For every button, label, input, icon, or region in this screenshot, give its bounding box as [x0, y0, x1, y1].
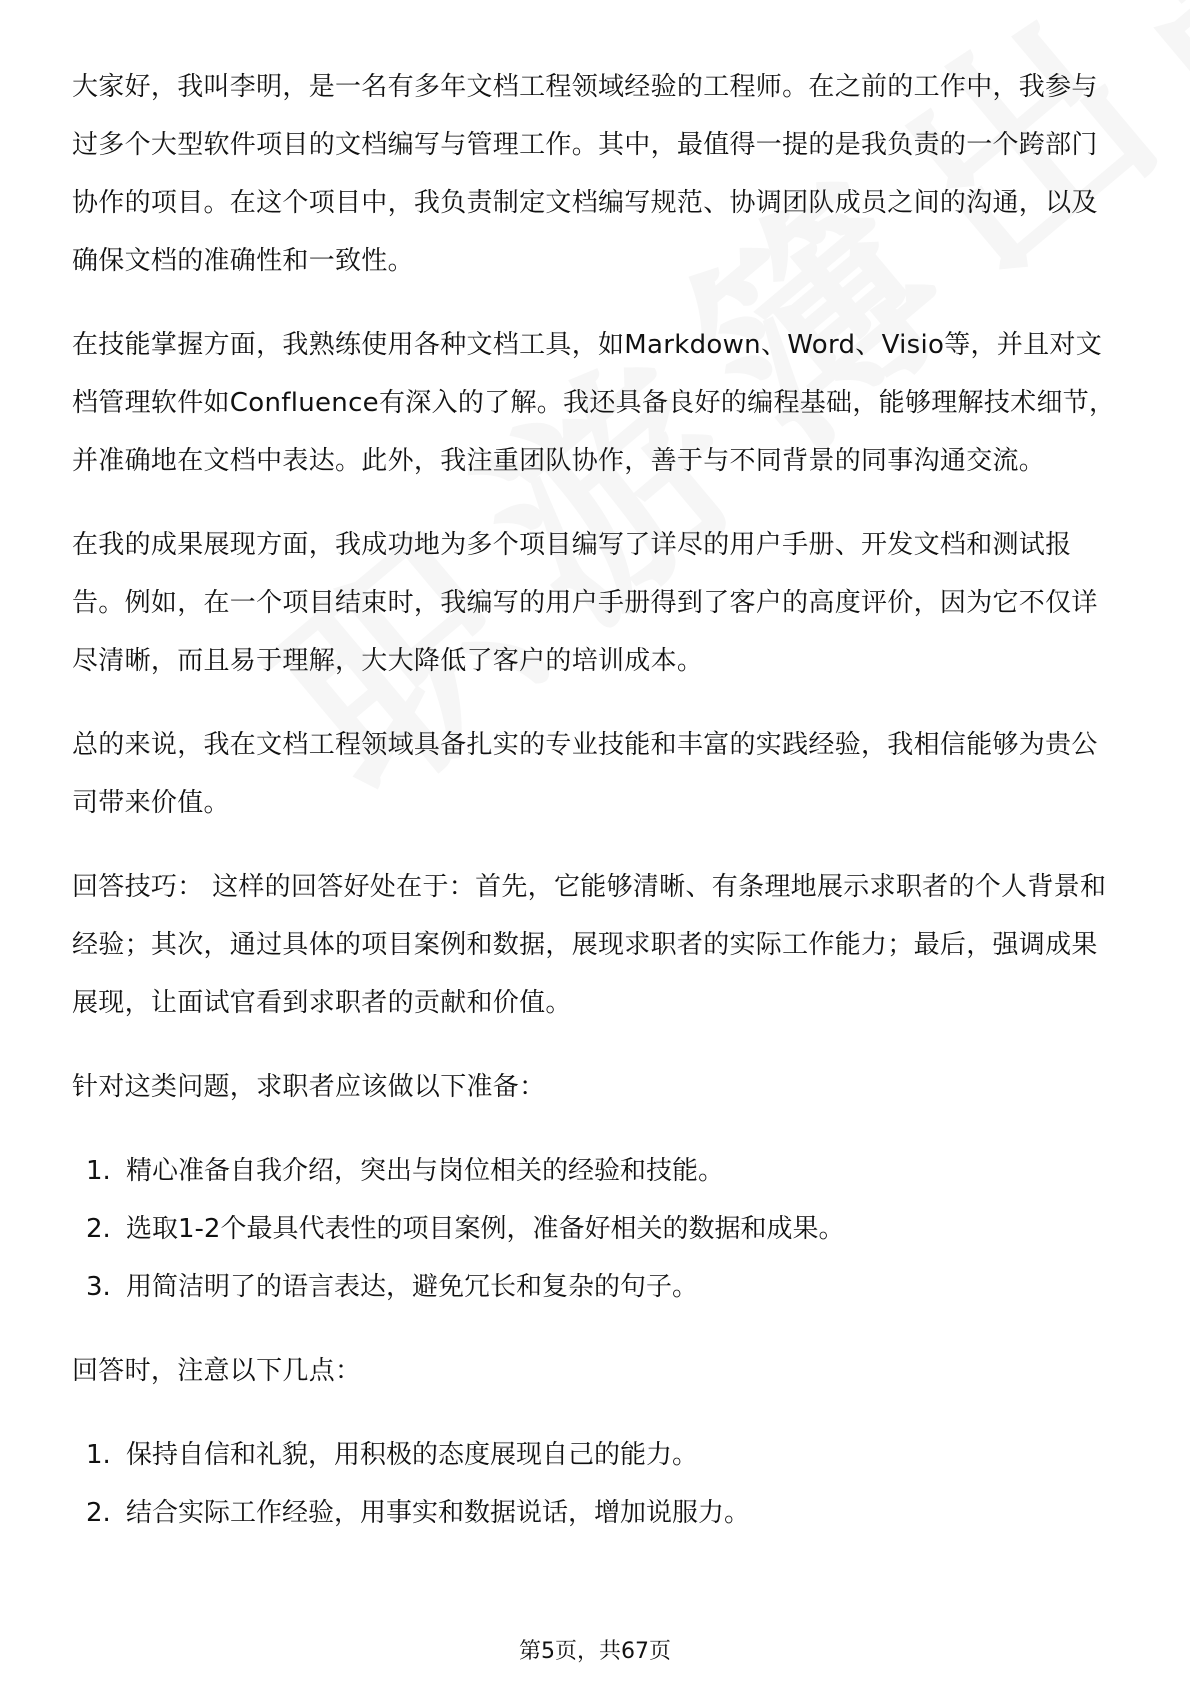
list-number: 2. — [86, 1498, 111, 1528]
paragraph-intro: 大家好，我叫李明，是一名有多年文档工程领域经验的工程师。在之前的工作中，我参与过多个大型软件项目的文档编写与管理工作。其中，最值得一提的是我负责的一个跨部门协作的项目。在这个项目中，我负责制定文档编写规范、协调团队成员之间的沟通，以及确保文档的准确性和一致性。 — [72, 72, 1098, 276]
paragraph-summary: 总的来说，我在文档工程领域具备扎实的专业技能和丰富的实践经验，我相信能够为贵公司带来价值。 — [72, 730, 1098, 818]
list-number: 2. — [86, 1214, 111, 1244]
paragraph-notes-intro: 回答时，注意以下几点： — [72, 1356, 362, 1386]
list-item — [72, 1142, 1122, 1200]
list-text: 结合实际工作经验，用事实和数据说话，增加说服力。 — [126, 1498, 751, 1528]
page-footer: 第5页，共67页 — [519, 1639, 671, 1664]
paragraph-skills: 在技能掌握方面，我熟练使用各种文档工具，如Markdown、Word、Visio等，并且对文档管理软件如Confluence有深入的了解。我还具备良好的编程基础，能够理解技术细节，并准确地在文档中表达。此外，我注重团队协作，善于与不同背景的同事沟通交流。 — [72, 330, 1116, 476]
list-number: 3. — [86, 1272, 111, 1302]
list-item — [72, 1258, 1122, 1316]
list-number: 1. — [86, 1440, 111, 1470]
list-text: 用简洁明了的语言表达，避免冗长和复杂的句子。 — [126, 1272, 699, 1302]
prep-list — [72, 1142, 1122, 1316]
list-text: 选取1-2个最具代表性的项目案例，准备好相关的数据和成果。 — [126, 1214, 845, 1244]
paragraph-answer-tips: 回答技巧： 这样的回答好处在于：首先，它能够清晰、有条理地展示求职者的个人背景和经验；其次，通过具体的项目案例和数据，展现求职者的实际工作能力；最后，强调成果展现，让面试官看到求职者的贡献和价值。 — [72, 872, 1107, 1018]
page-content — [72, 58, 1122, 1568]
paragraph-achievements: 在我的成果展现方面，我成功地为多个项目编写了详尽的用户手册、开发文档和测试报告。例如，在一个项目结束时，我编写的用户手册得到了客户的高度评价，因为它不仅详尽清晰，而且易于理解，大大降低了客户的培训成本。 — [72, 530, 1098, 676]
paragraph-prep-intro: 针对这类问题，求职者应该做以下准备： — [72, 1072, 546, 1102]
list-text: 保持自信和礼貌，用积极的态度展现自己的能力。 — [126, 1440, 699, 1470]
list-number: 1. — [86, 1156, 111, 1186]
list-item — [72, 1484, 1122, 1542]
list-item — [72, 1426, 1122, 1484]
list-item — [72, 1200, 1122, 1258]
notes-list — [72, 1426, 1122, 1542]
list-text: 精心准备自我介绍，突出与岗位相关的经验和技能。 — [126, 1156, 725, 1186]
